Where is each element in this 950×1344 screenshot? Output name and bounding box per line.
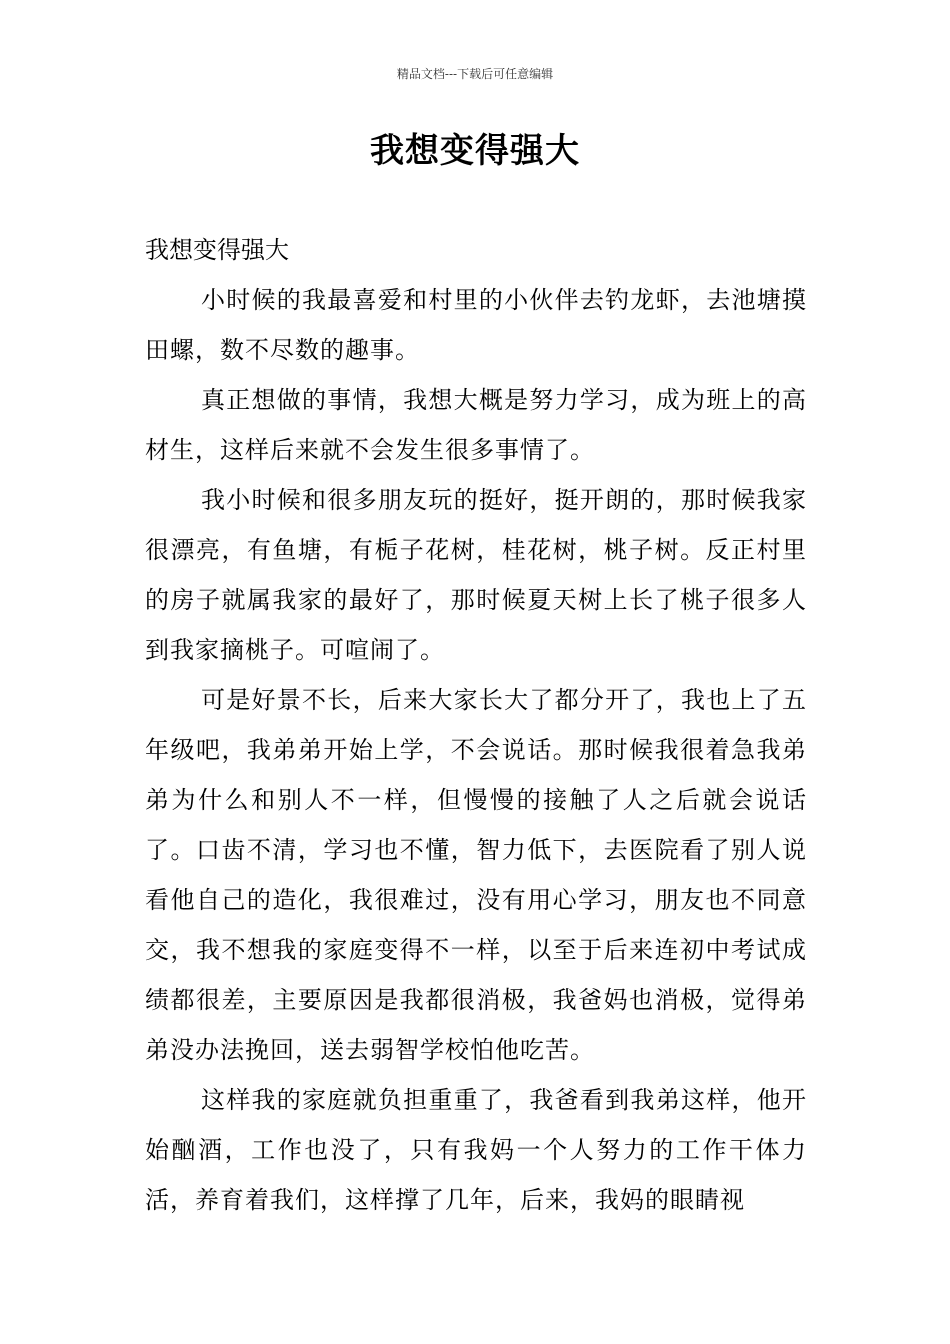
paragraph-3: 我小时候和很多朋友玩的挺好，挺开朗的，那时候我家很漂亮，有鱼塘，有栀子花树，桂花树，桃子树。反正村里的房子就属我家的最好了，那时候夏天树上长了桃子很多人到我家摘桃子。可喧闹了。	[145, 486, 807, 664]
paragraph-5: 这样我的家庭就负担重重了，我爸看到我弟这样，他开始酗酒，工作也没了，只有我妈一个人努力的工作干体力活，养育着我们，这样撑了几年，后来，我妈的眼睛视	[145, 1086, 807, 1214]
paragraph-4: 可是好景不长，后来大家长大了都分开了，我也上了五年级吧，我弟弟开始上学，不会说话。那时候我很着急我弟弟为什么和别人不一样，但慢慢的接触了人之后就会说话了。口齿不清，学习也不懂，智力低下，去医院看了别人说看他自己的造化，我很难过，没有用心学习，朋友也不同意交，我不想我的家庭变得不一样，以至于后来连初中考试成绩都很差，主要原因是我都很消极，我爸妈也消极，觉得弟弟没办法挽回，送去弱智学校怕他吃苦。	[145, 686, 807, 1064]
article-subtitle: 我想变得强大	[145, 236, 289, 264]
document-body	[145, 225, 807, 1225]
document-title: 我想变得强大	[370, 131, 580, 171]
paragraph-1: 小时候的我最喜爱和村里的小伙伴去钓龙虾，去池塘摸田螺，数不尽数的趣事。	[145, 286, 807, 364]
header-note: 精品文档---下载后可任意编辑	[396, 67, 554, 81]
paragraph-2: 真正想做的事情，我想大概是努力学习，成为班上的高材生，这样后来就不会发生很多事情了。	[145, 386, 807, 464]
